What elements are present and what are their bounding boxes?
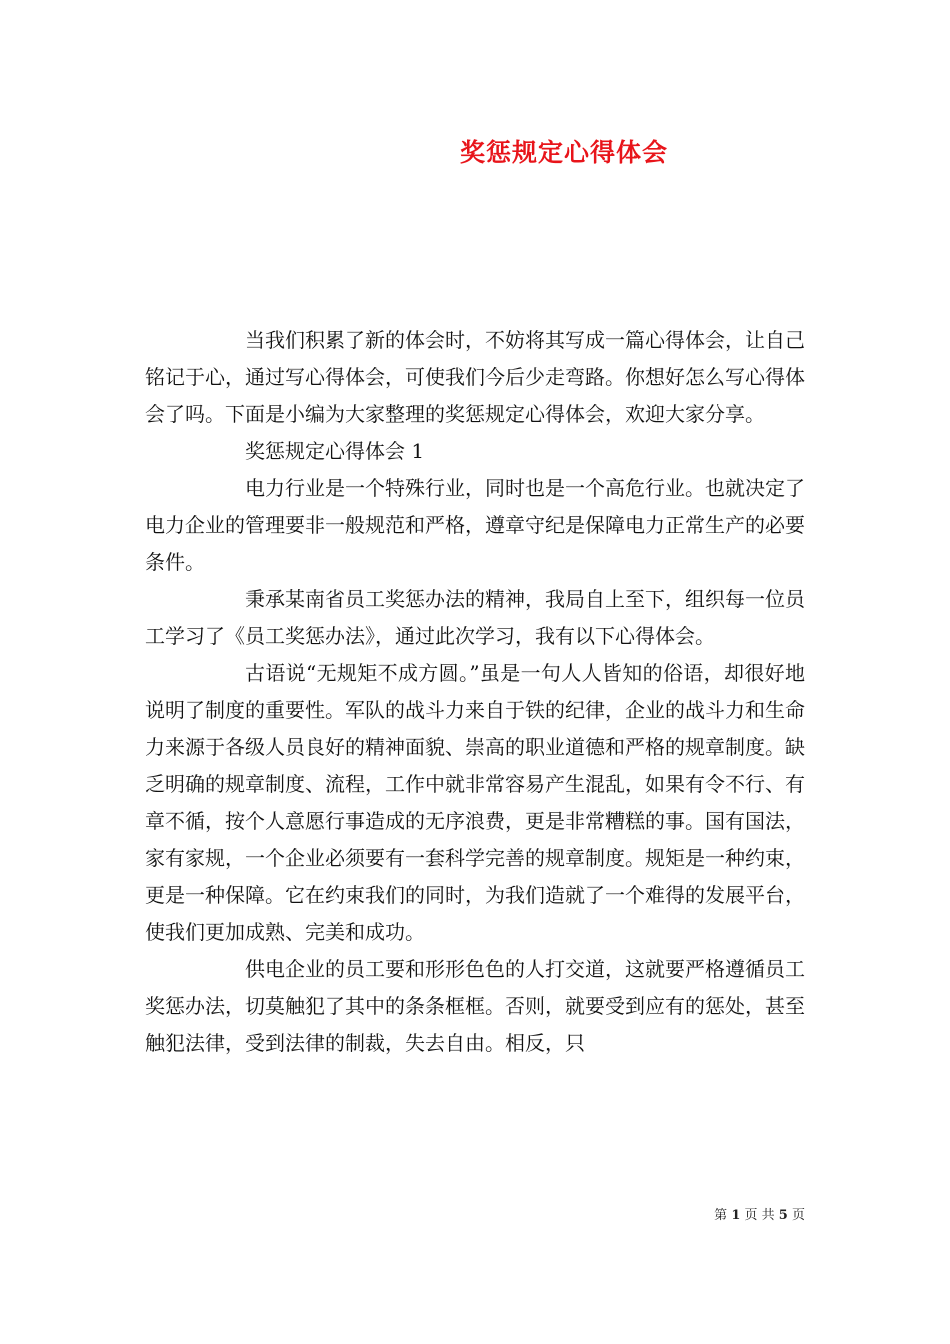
current-page-number: 1 — [731, 1208, 741, 1223]
section-heading: 奖惩规定心得体会 1 — [245, 439, 425, 463]
footer-prefix: 第 — [714, 1208, 728, 1223]
intro-paragraph: 当我们积累了新的体会时，不妨将其写成一篇心得体会，让自己铭记于心，通过写心得体会，可使我们今后少走弯路。你想好怎么写心得体会了吗。下面是小编为大家整理的奖惩规定心得体会，欢迎大家分享。 — [145, 328, 805, 426]
document-title: 奖惩规定心得体会 — [459, 138, 668, 167]
document-body — [145, 322, 805, 1062]
body-paragraph: 电力行业是一个特殊行业，同时也是一个高危行业。也就决定了电力企业的管理要非一般规范和严格，遵章守纪是保障电力正常生产的必要条件。 — [145, 476, 805, 574]
body-paragraph: 秉承某南省员工奖惩办法的精神，我局自上至下，组织每一位员工学习了《员工奖惩办法》，通过此次学习，我有以下心得体会。 — [145, 587, 805, 648]
body-paragraph: 古语说“无规矩不成方圆。”虽是一句人人皆知的俗语，却很好地说明了制度的重要性。军队的战斗力来自于铁的纪律，企业的战斗力和生命力来源于各级人员良好的精神面貌、崇高的职业道德和严格的规章制度。缺乏明确的规章制度、流程，工作中就非常容易产生混乱，如果有令不行、有章不循，按个人意愿行事造成的无序浪费，更是非常糟糕的事。国有国法，家有家规，一个企业必须要有一套科学完善的规章制度。规矩是一种约束，更是一种保障。它在约束我们的同时，为我们造就了一个难得的发展平台，使我们更加成熟、完美和成功。 — [145, 661, 805, 944]
total-page-count: 5 — [778, 1208, 788, 1223]
footer-middle: 页 共 — [744, 1208, 775, 1223]
body-paragraph: 供电企业的员工要和形形色色的人打交道，这就要严格遵循员工奖惩办法，切莫触犯了其中的条条框框。否则，就要受到应有的惩处，甚至触犯法律，受到法律的制裁，失去自由。相反，只 — [145, 957, 805, 1055]
page-footer — [714, 1204, 805, 1223]
footer-suffix: 页 — [791, 1208, 805, 1223]
